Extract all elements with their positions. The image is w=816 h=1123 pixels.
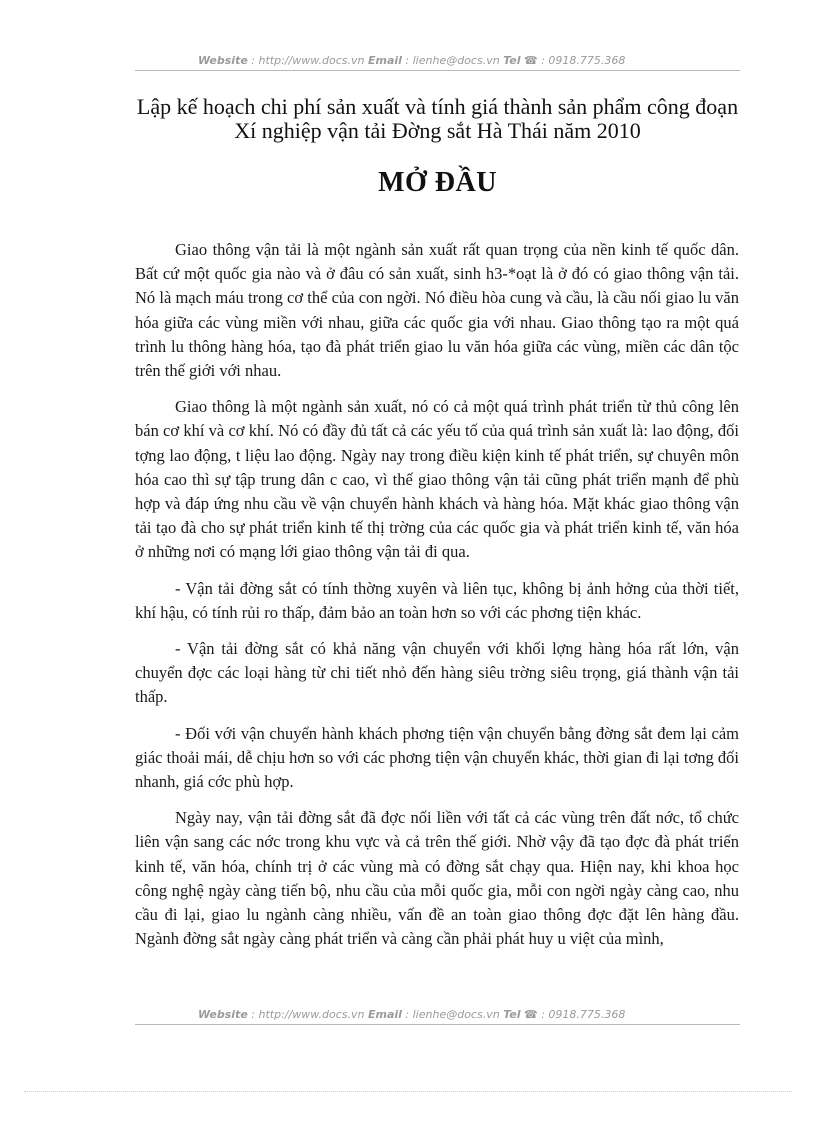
document-title: Lập kế hoạch chi phí sản xuất và tính giá thành sản phẩm công đoạn Xí nghiệp vận tải Đờng sắt Hà Thái năm 2010 (136, 94, 739, 143)
phone-icon: ☎ (524, 54, 538, 67)
email-value[interactable]: : lienhe@docs.vn (401, 54, 504, 67)
header-rule (135, 70, 740, 71)
tel-label: Tel (503, 1008, 521, 1021)
phone-icon: ☎ (524, 1008, 538, 1021)
paragraph: Ngày nay, vận tải đờng sắt đã đợc nối liền với tất cả các vùng trên đất nớc, tổ chức liên vận sang các nớc trong khu vực và cả trên thế giới. Nhờ vậy đã tạo đợc đà phát triển kinh tế, văn hóa, chính trị ở các vùng mà có đờng sắt chạy qua. Hiện nay, khi khoa học công nghệ ngày càng tiến bộ, nhu cầu của mỗi quốc gia, mỗi con ngời ngày càng cao, nhu cầu đi lại, giao lu ngành càng nhiều, vấn đề an toàn giao thông đợc đặt lên hàng đầu. Ngành đờng sắt ngày càng phát triển và càng cần phải phát huy u việt của mình, (135, 808, 739, 949)
website-label: Website (198, 1008, 248, 1021)
website-value[interactable]: : http://www.docs.vn (247, 54, 368, 67)
email-value[interactable]: : lienhe@docs.vn (401, 1008, 504, 1021)
page-footer (198, 1008, 738, 1021)
section-heading: MỞ ĐẦU (378, 167, 497, 198)
paragraph: Giao thông vận tải là một ngành sản xuất rất quan trọng của nền kinh tế quốc dân. Bất cứ một quốc gia nào và ở đâu có sản xuất, sinh h3-*oạt là ở đó có giao thông vận tải. Nó là mạch máu trong cơ thể của con ngời. Nó điều hòa cung và cầu, là cầu nối giao lu văn hóa giữa các vùng miền với nhau, giữa các quốc gia với nhau. Giao thông tạo ra một quá trình lu thông hàng hóa, tạo đà phát triển giao lu văn hóa giữa các vùng, miền các dân tộc trên thế giới với nhau. (135, 240, 739, 381)
tel-value: : 0918.775.368 (537, 54, 626, 67)
footer-rule (135, 1024, 740, 1025)
page-break-line (24, 1091, 792, 1092)
paragraph: Giao thông là một ngành sản xuất, nó có cả một quá trình phát triển từ thủ công lên bán cơ khí và cơ khí. Nó có đầy đủ tất cả các yếu tố của quá trình sản xuất là: lao động, đối tợng lao động, t liệu lao động. Ngày nay trong điều kiện kinh tế phát triển, sự chuyên môn hóa cao thì sự tập trung dân c cao, vì thế giao thông vận tải cũng phát triển mạnh để phù hợp và đáp ứng nhu cầu về vận chuyển hành khách và hàng hóa. Mặt khác giao thông vận tải tạo đà cho sự phát triển kinh tế thị trờng của các quốc gia và phát triển kinh tế, văn hóa ở những nơi có mạng lới giao thông vận tải đi qua. (135, 397, 739, 562)
body-text (135, 238, 739, 951)
website-label: Website (198, 54, 248, 67)
paragraph: - Đối với vận chuyển hành khách phơng tiện vận chuyển bằng đờng sắt đem lại cảm giác thoải mái, dễ chịu hơn so với các phơng tiện vận chuyển khác, thời gian đi lại tơng đối nhanh, giá cớc phù hợp. (135, 723, 739, 792)
tel-value: : 0918.775.368 (537, 1008, 626, 1021)
page-header (198, 54, 738, 67)
email-label: Email (367, 1008, 402, 1021)
paragraph: - Vận tải đờng sắt có tính thờng xuyên và liên tục, không bị ảnh hởng của thời tiết, khí hậu, có tính rủi ro thấp, đảm bảo an toàn hơn so với các phơng tiện khác. (135, 578, 739, 622)
email-label: Email (367, 54, 402, 67)
website-value[interactable]: : http://www.docs.vn (247, 1008, 368, 1021)
paragraph: - Vận tải đờng sắt có khả năng vận chuyển với khối lợng hàng hóa rất lớn, vận chuyển đợc các loại hàng từ chi tiết nhỏ đến hàng siêu trờng siêu trọng, giá thành vận tải thấp. (135, 639, 739, 707)
tel-label: Tel (503, 54, 521, 67)
